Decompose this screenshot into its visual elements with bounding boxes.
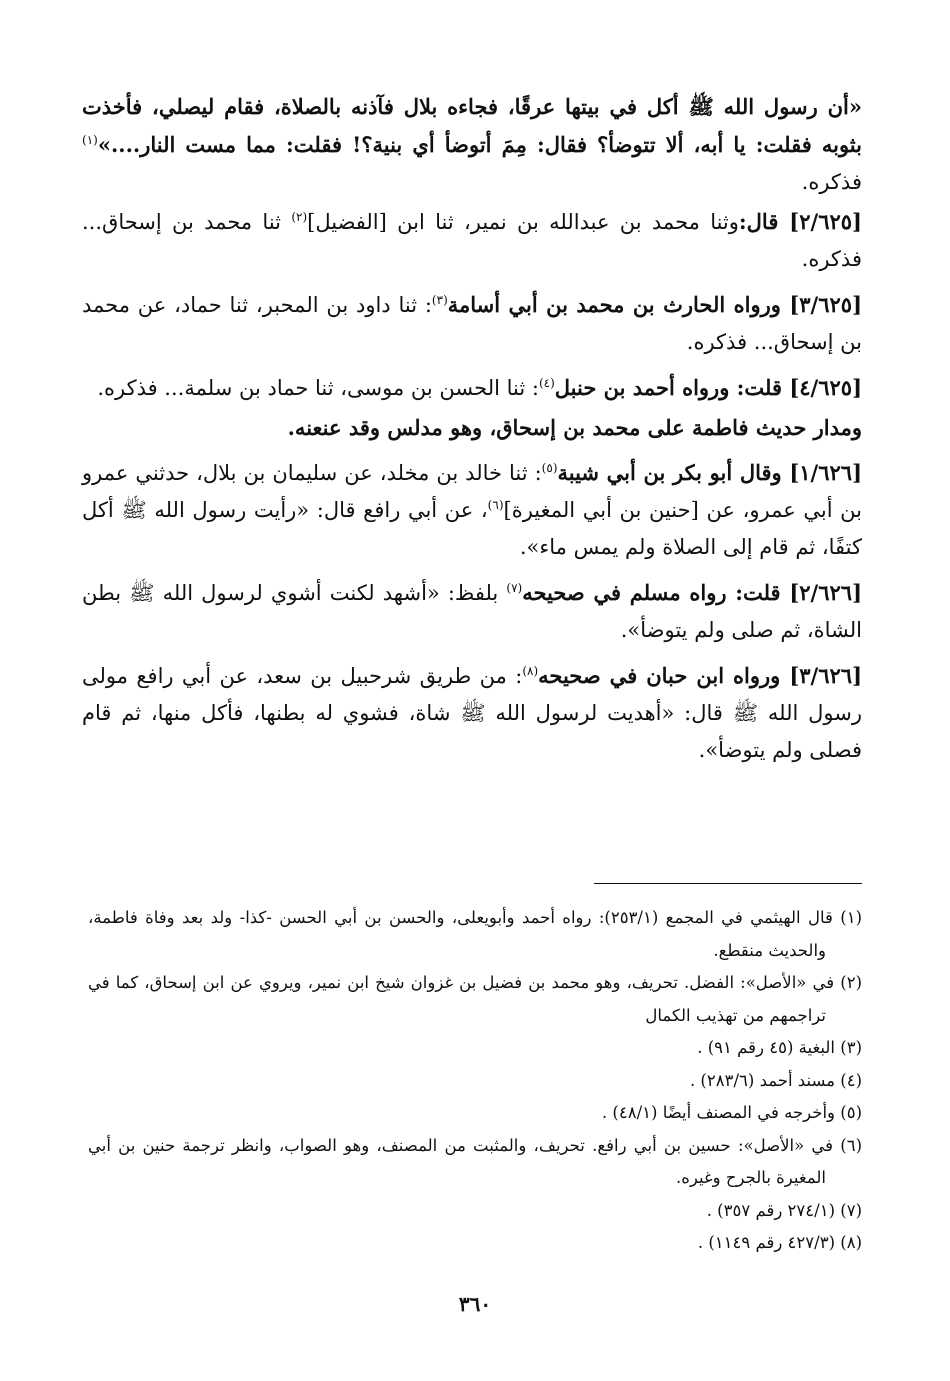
hadith-number: [٢/٦٢٥] قال: [738,209,862,234]
footnote-2: (٢) في «الأصل»: الفضل. تحريف، وهو محمد بن فضيل بن غزوان شيخ ابن نمير، ويروي عن ابن إسحاق، كما في تراجمهم من تهذيب الكمال [88,973,862,1025]
footnote-ref: (٨) [522,664,539,678]
hadith-number: [١/٦٢٦] وقال أبو بكر بن أبي شيبة [557,460,862,485]
paragraph-isnad-note: ومدار حديث فاطمة على محمد بن إسحاق، وهو مدلس وقد عنعنه. [287,415,862,440]
footnote-separator [594,883,862,884]
footnotes [88,902,862,1260]
paragraph-626-1: [١/٦٢٦] وقال أبو بكر بن أبي شيبة$^{(٥)}$: ثنا خالد بن مخلد، عن سليمان بن بلال، حدثني عمرو بن أبي عمرو، عن [حنين بن أبي المغيرة]$^{(٦)}$، عن أبي رافع قال: «رأيت رسول الله ﷺ أكل كتفًا، ثم قام إلى الصلاة ولم يمس ماء». [82,460,862,559]
paragraph-626-3: [٣/٦٢٦] ورواه ابن حبان في صحيحه$^{(٨)}$: من طريق شرحبيل بن سعد، عن أبي رافع مولى رسول الله ﷺ قال: «أهديت لرسول الله ﷺ شاة، فشوي له بطنها، فأكل منها، ثم قام فصلى ولم يتوضأ». [82,663,862,762]
footnote-5: (٥) وأخرجه في المصنف أيضًا (٤٨/١) . [601,1103,862,1122]
hadith-number: [٣/٦٢٦] ورواه ابن حبان في صحيحه [538,663,862,688]
hadith-number: [٢/٦٢٦] قلت: رواه مسلم في صحيحه [522,580,862,605]
paragraph-625-3: [٣/٦٢٥] ورواه الحارث بن محمد بن أبي أسامة$^{(٣)}$: ثنا داود بن المحبر، ثنا حماد، عن محمد بن إسحاق... فذكره. [82,292,862,354]
paragraph-625-2: [٢/٦٢٥] قال:وثنا محمد بن عبدالله بن نمير، ثنا ابن [الفضيل]$^{(٢)}$ ثنا محمد بن إسحاق... فذكره. [82,209,862,271]
paragraph-626-2: [٢/٦٢٦] قلت: رواه مسلم في صحيحه$^{(٧)}$ بلفظ: «أشهد لكنت أشوي لرسول الله ﷺ بطن الشاة، ثم صلى ولم يتوضأ». [82,580,862,642]
footnote-ref: (٦) [487,498,504,512]
footnote-ref: (٥) [541,461,558,475]
footnote-ref: (٢) [291,210,308,224]
paragraph-625-4: [٤/٦٢٥] قلت: ورواه أحمد بن حنبل$^{(٤)}$: ثنا الحسن بن موسى، ثنا حماد بن سلمة... فذكره. [97,375,862,400]
footnote-7: (٧) (٢٧٤/١ رقم ٣٥٧) . [706,1200,862,1220]
footnote-ref: (٧) [506,581,523,595]
hadith-number: [٣/٦٢٥] ورواه الحارث بن محمد بن أبي أسامة [447,292,862,317]
footnote-1: (١) قال الهيثمي في المجمع (٢٥٣/١): رواه أحمد وأبويعلى، والحسن بن أبي الحسن -كذا- ولد بعد وفاة فاطمة، والحديث منقطع. [88,908,863,960]
footnote-4: (٤) مسند أحمد (٢٨٣/٦) . [689,1070,862,1090]
footnote-ref: (٣) [431,293,448,307]
paragraph-hadith-quote: «أن رسول الله ﷺ أكل في بيتها عرقًا، فجاءه بلال فآذنه بالصلاة، فقام ليصلي، فأخذت بثوبه فقلت: يا أبه، ألا تتوضأ؟ فقال: مِمَ أتوضأ أي بنية؟! فقلت: مما مست النار....»$^{(١)}$ فذكره. [82,94,862,194]
page-number: ٣٦٠ [458,1292,492,1316]
footnote-ref: (١) [82,133,98,147]
hadith-number: [٤/٦٢٥] قلت: ورواه أحمد بن حنبل [554,375,862,400]
footnote-3: (٣) البغية (٤٥ رقم ٩١) . [697,1038,862,1057]
main-text [82,88,862,777]
footnote-ref: (٤) [538,376,555,390]
footnote-6: (٦) في «الأصل»: حسين بن أبي رافع. تحريف، والمثبت من المصنف، وهو الصواب، وانظر ترجمة حنين بن أبي المغيرة بالجرح وغيره. [88,1135,862,1187]
footnote-8: (٨) (٤٢٧/٣ رقم ١١٤٩) . [697,1233,862,1252]
